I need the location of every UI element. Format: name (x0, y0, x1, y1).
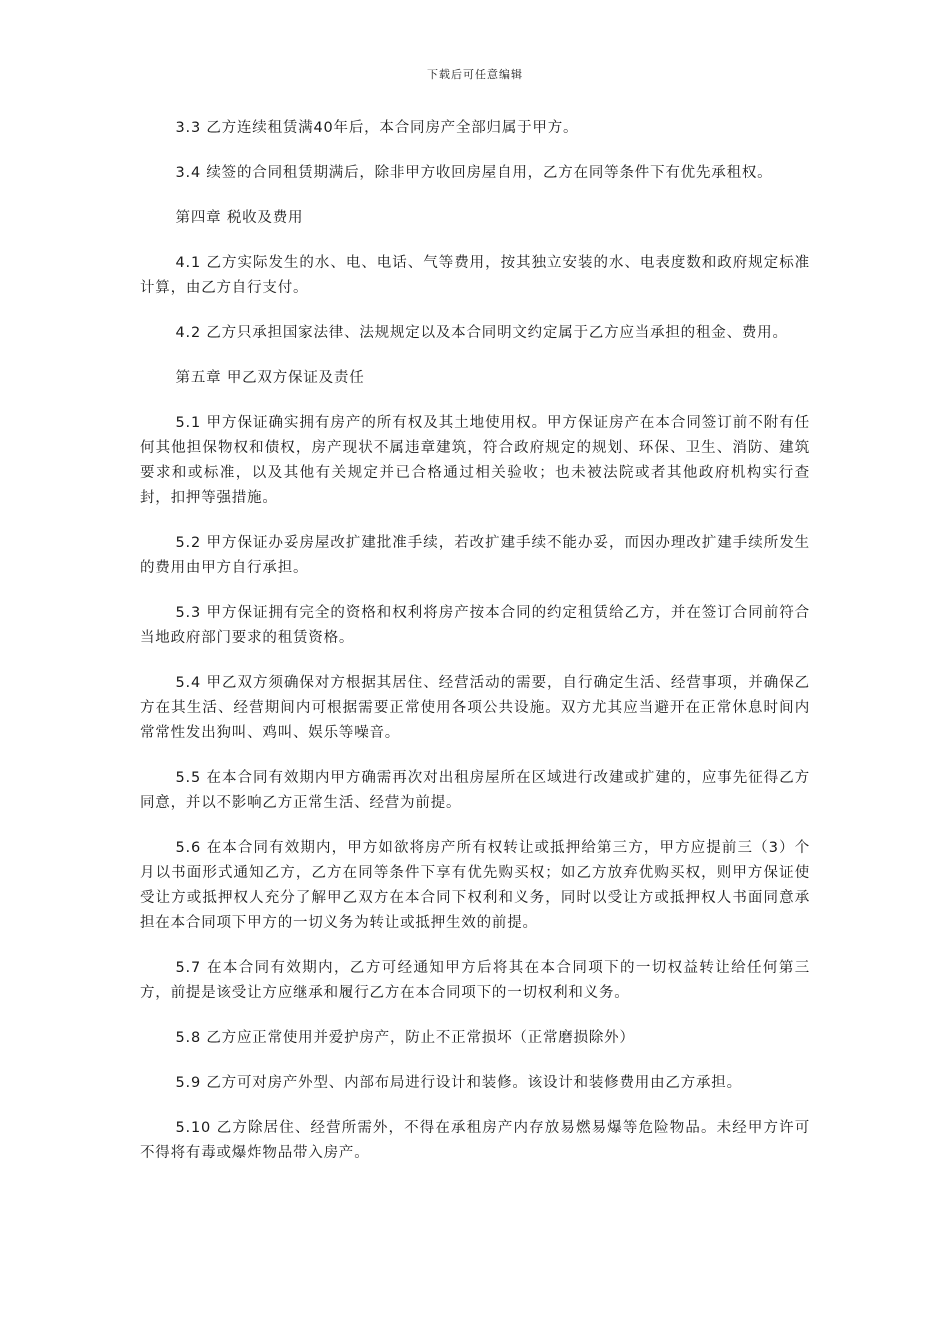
clause-3-3: 3.3 乙方连续租赁满40年后，本合同房产全部归属于甲方。 (175, 120, 579, 136)
chapter-5-heading: 第五章 甲乙双方保证及责任 (175, 370, 365, 386)
clause-5-8: 5.8 乙方应正常使用并爱护房产，防止不正常损坏（正常磨损除外） (175, 1030, 635, 1046)
clause-5-5: 5.5 在本合同有效期内甲方确需再次对出租房屋所在区域进行改建或扩建的，应事先征得乙方同意，并以不影响乙方正常生活、经营为前提。 (140, 770, 810, 811)
clause-5-2: 5.2 甲方保证办妥房屋改扩建批准手续，若改扩建手续不能办妥，而因办理改扩建手续所发生的费用由甲方自行承担。 (140, 535, 810, 576)
clause-5-9: 5.9 乙方可对房产外型、内部布局进行设计和装修。该设计和装修费用由乙方承担。 (175, 1075, 742, 1091)
document-body (140, 116, 810, 1186)
clause-5-7: 5.7 在本合同有效期内，乙方可经通知甲方后将其在本合同项下的一切权益转让给任何第三方，前提是该受让方应继承和履行乙方在本合同项下的一切权利和义务。 (140, 960, 810, 1001)
chapter-4-heading: 第四章 税收及费用 (175, 210, 304, 226)
clause-3-4: 3.4 续签的合同租赁期满后，除非甲方收回房屋自用，乙方在同等条件下有优先承租权。 (175, 165, 773, 181)
clause-5-4: 5.4 甲乙双方须确保对方根据其居住、经营活动的需要，自行确定生活、经营事项，并确保乙方在其生活、经营期间内可根据需要正常使用各项公共设施。双方尤其应当避开在正常休息时间内常常性发出狗叫、鸡叫、娱乐等噪音。 (140, 675, 810, 741)
clause-5-1: 5.1 甲方保证确实拥有房产的所有权及其土地使用权。甲方保证房产在本合同签订前不附有任何其他担保物权和债权，房产现状不属违章建筑，符合政府规定的规划、环保、卫生、消防、建筑要求和或标准，以及其他有关规定并已合格通过相关验收；也未被法院或者其他政府机构实行查封，扣押等强措施。 (140, 415, 810, 506)
clause-4-2: 4.2 乙方只承担国家法律、法规规定以及本合同明文约定属于乙方应当承担的租金、费用。 (175, 325, 788, 341)
clause-5-3: 5.3 甲方保证拥有完全的资格和权利将房产按本合同的约定租赁给乙方，并在签订合同前符合当地政府部门要求的租赁资格。 (140, 605, 810, 646)
clause-5-6: 5.6 在本合同有效期内，甲方如欲将房产所有权转让或抵押给第三方，甲方应提前三（3）个月以书面形式通知乙方，乙方在同等条件下享有优先购买权；如乙方放弃优购买权，则甲方保证使受让方或抵押权人充分了解甲乙双方在本合同下权利和义务，同时以受让方或抵押权人书面同意承担在本合同项下甲方的一切义务为转让或抵押生效的前提。 (140, 840, 810, 931)
page-header: 下载后可任意编辑 (427, 68, 523, 81)
clause-4-1: 4.1 乙方实际发生的水、电、电话、气等费用，按其独立安装的水、电表度数和政府规定标准计算，由乙方自行支付。 (140, 255, 810, 296)
clause-5-10: 5.10 乙方除居住、经营所需外，不得在承租房产内存放易燃易爆等危险物品。未经甲方许可不得将有毒或爆炸物品带入房产。 (140, 1120, 810, 1161)
